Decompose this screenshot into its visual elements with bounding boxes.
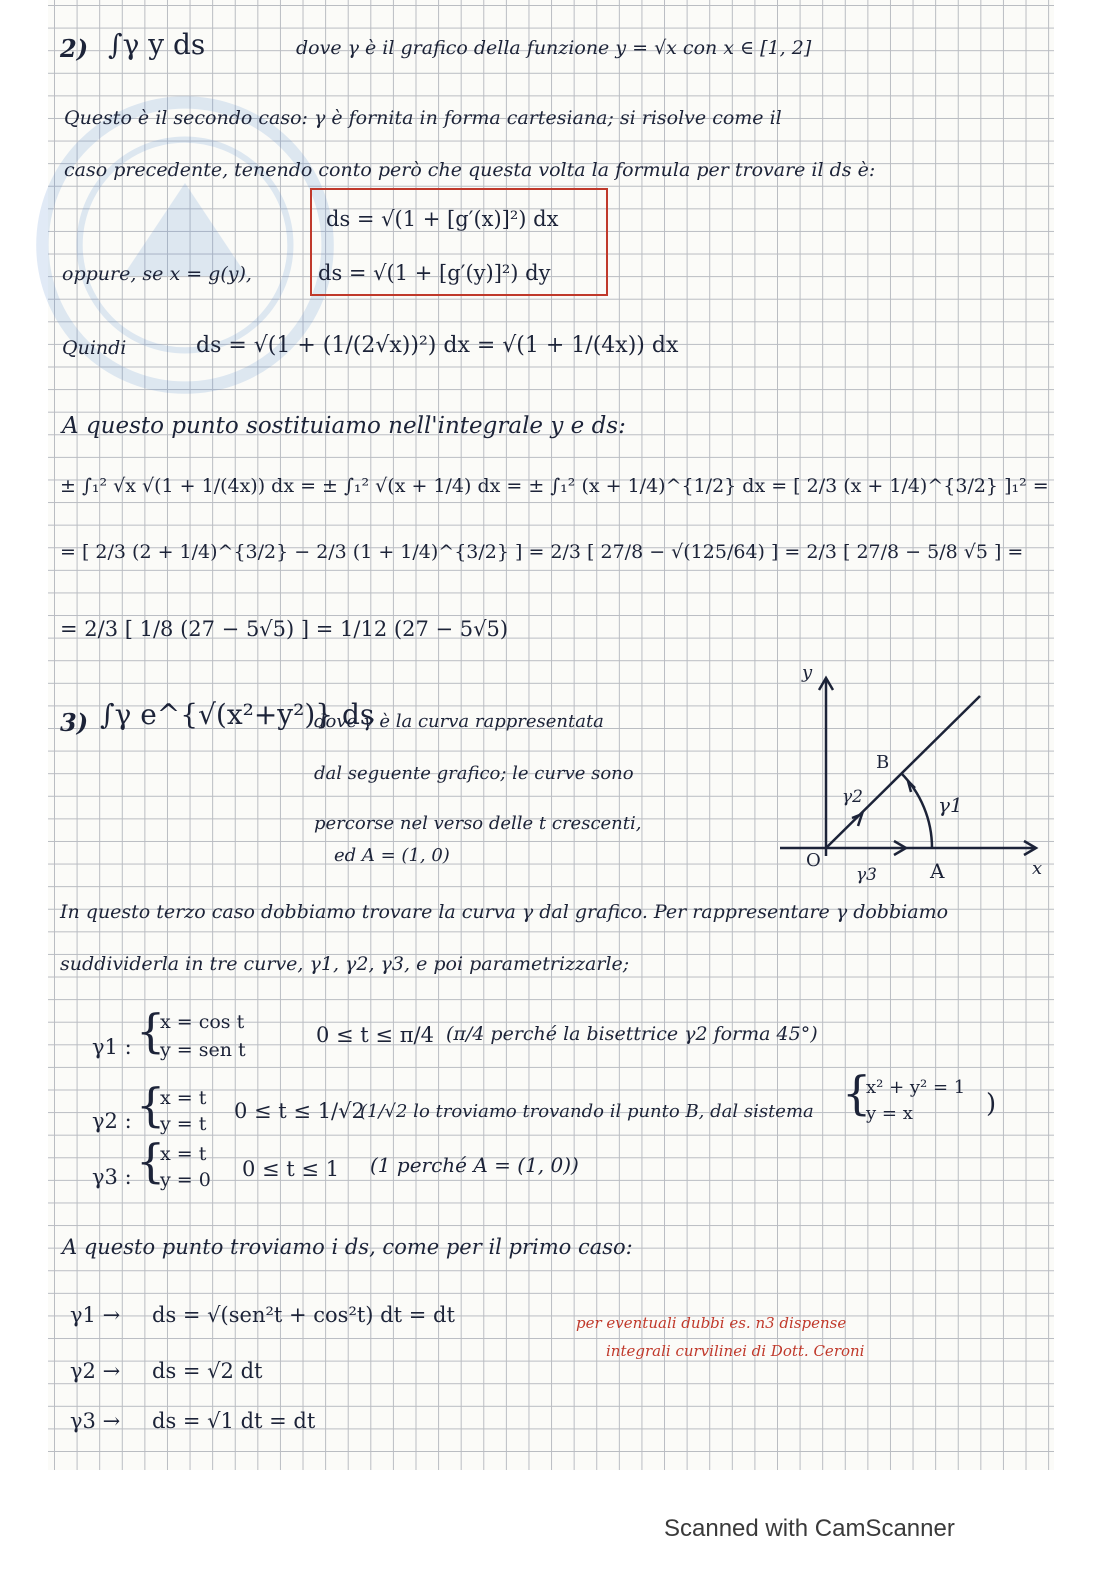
red-note-line-2: integrali curvilinei di Dott. Ceroni [606, 1342, 865, 1360]
gamma2-line [826, 696, 980, 848]
calc-line-3: = 2/3 [ 1/8 (27 − 5√5) ] = 1/12 (27 − 5√5) [60, 617, 509, 641]
gamma2-label: γ2 [842, 787, 863, 807]
ds3-label: γ3 → [70, 1409, 121, 1433]
ds1-label: γ1 → [70, 1303, 121, 1327]
gamma3-note: (1 perché A = (1, 0)) [370, 1153, 579, 1177]
gamma1-range: 0 ≤ t ≤ π/4 [316, 1023, 434, 1047]
quindi-formula: ds = √(1 + (1/(2√x))²) dx = √(1 + 1/(4x)) dx [196, 333, 679, 358]
gamma1-arc [901, 773, 932, 848]
exercise-2-statement: dove γ è il grafico della funzione y = √x con x ∈ [1, 2] [296, 37, 812, 59]
formula-ds-y: ds = √(1 + [g′(y)]²) dy [318, 261, 551, 285]
exercise-3-number: 3) [60, 708, 89, 737]
gamma2-system-brace: { [842, 1066, 872, 1120]
exercise-2-text-3: A questo punto sostituiamo nell'integrale y e ds: [62, 413, 626, 439]
calc-line-1: ± ∫₁² √x √(1 + 1/(4x)) dx = ± ∫₁² √(x + 1/4) dx = ± ∫₁² (x + 1/4)^{1/2} dx = [ 2/3 (x + 1/4)^{3/2} ]₁² = [60, 475, 1049, 497]
gamma2-y: y = t [160, 1113, 207, 1135]
point-b-label: B [876, 752, 890, 773]
exercise-3-integral: ∫γ e^{√(x²+y²)} ds [100, 698, 375, 731]
exercise-2-integral: ∫γ y ds [108, 28, 206, 61]
exercise-3-text-2: suddividerla in tre curve, γ1, γ2, γ3, e poi parametrizzarle; [60, 953, 630, 975]
gamma2-x: x = t [160, 1087, 207, 1109]
gamma1-label: γ1 [938, 793, 963, 817]
exercise-3-desc-2: dal seguente grafico; le curve sono [314, 763, 634, 784]
gamma2-system-eq2: y = x [866, 1103, 913, 1124]
y-axis-label: y [802, 662, 813, 683]
gamma2-brace: { [136, 1078, 166, 1132]
exercise-3-desc-1: dove γ è la curva rappresentata [314, 711, 604, 732]
ds3-formula: ds = √1 dt = dt [152, 1409, 316, 1433]
ds1-formula: ds = √(sen²t + cos²t) dt = dt [152, 1303, 455, 1327]
formula-ds-x: ds = √(1 + [g′(x)]²) dx [326, 207, 559, 231]
x-axis-label: x [1032, 858, 1043, 879]
origin-label: O [806, 850, 821, 871]
gamma2-label: γ2 : [92, 1109, 132, 1133]
exercise-2-number: 2) [60, 34, 89, 63]
gamma1-label: γ1 : [92, 1035, 132, 1059]
gamma3-x: x = t [160, 1143, 207, 1165]
exercise-3-text-3: A questo punto troviamo i ds, come per il primo caso: [62, 1235, 633, 1259]
exercise-3-text-1: In questo terzo caso dobbiamo trovare la curva γ dal grafico. Per rappresentare γ dobbiamo [60, 901, 949, 923]
calc-line-2: = [ 2/3 (2 + 1/4)^{3/2} − 2/3 (1 + 1/4)^{3/2} ] = 2/3 [ 27/8 − √(125/64) ] = 2/3 [ 27/8 − 5/8 √5 ] = [60, 541, 1024, 563]
gamma1-y: y = sen t [160, 1039, 246, 1061]
gamma3-label: γ3 : [92, 1165, 132, 1189]
curve-diagram [770, 660, 1050, 890]
exercise-3-desc-3: percorse nel verso delle t crescenti, [314, 813, 642, 834]
gamma1-note: (π/4 perché la bisettrice γ2 forma 45°) [446, 1023, 818, 1045]
gamma3-y: y = 0 [160, 1169, 211, 1191]
oppure-text: oppure, se x = g(y), [62, 263, 252, 285]
ds2-formula: ds = √2 dt [152, 1359, 263, 1383]
exercise-3-desc-4: ed A = (1, 0) [334, 845, 450, 866]
gamma3-brace: { [136, 1134, 166, 1188]
scanner-footer: Scanned with CamScanner [664, 1515, 955, 1542]
gamma2-system-eq1: x² + y² = 1 [866, 1077, 966, 1098]
gamma2-close-paren: ) [986, 1089, 997, 1119]
quindi-label: Quindi [62, 337, 127, 359]
gamma3-range: 0 ≤ t ≤ 1 [242, 1157, 340, 1181]
ds2-label: γ2 → [70, 1359, 121, 1383]
red-note-line-1: per eventuali dubbi es. n3 dispense [576, 1314, 847, 1332]
exercise-2-text-1: Questo è il secondo caso: γ è fornita in forma cartesiana; si risolve come il [64, 107, 782, 129]
gamma3-label: γ3 [856, 865, 877, 885]
gamma2-note: (1/√2 lo troviamo trovando il punto B, dal sistema [360, 1101, 814, 1122]
gamma2-range: 0 ≤ t ≤ 1/√2 [234, 1099, 365, 1123]
gamma1-x: x = cos t [160, 1011, 245, 1033]
point-a-label: A [930, 859, 945, 883]
exercise-2-text-2: caso precedente, tenendo conto però che questa volta la formula per trovare il ds è: [64, 159, 876, 181]
gamma1-brace: { [136, 1004, 166, 1058]
